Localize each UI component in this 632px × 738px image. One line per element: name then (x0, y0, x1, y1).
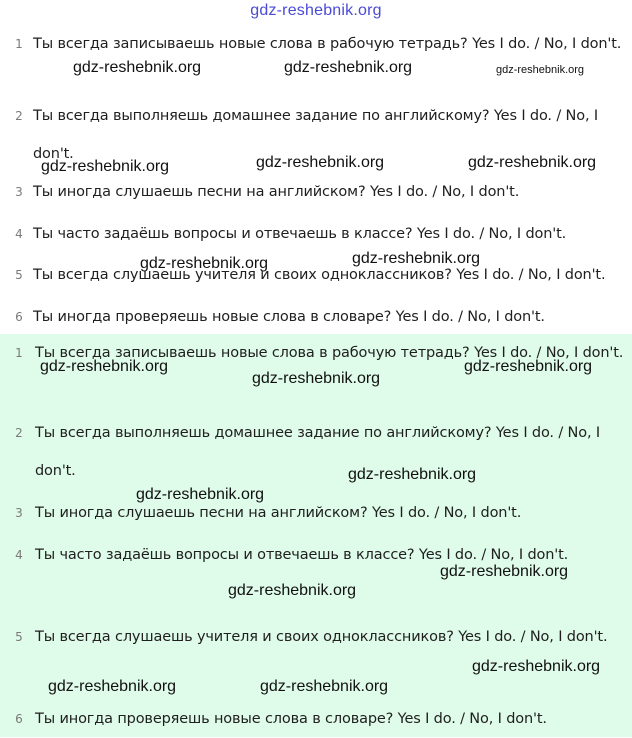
watermark: gdz-reshebnik.org (348, 466, 477, 483)
item-number: 2 (15, 109, 23, 123)
watermark: gdz-reshebnik.org (496, 64, 585, 76)
item-text: Ты всегда выполняешь домашнее задание по английскому? Yes I do. / No, I don't. (33, 108, 598, 162)
header-watermark: gdz-reshebnik.org (250, 2, 382, 19)
item-number: 2 (15, 426, 23, 440)
watermark: gdz-reshebnik.org (440, 563, 569, 580)
watermark: gdz-reshebnik.org (260, 678, 389, 695)
item-number: 6 (15, 712, 23, 726)
watermark: gdz-reshebnik.org (40, 358, 169, 375)
item-text: Ты иногда слушаешь песни на английском? Yes I do. / No, I don't. (33, 184, 520, 200)
item-text: Ты часто задаёшь вопросы и отвечаешь в классе? Yes I do. / No, I don't. (33, 226, 567, 242)
item-text: Ты всегда записываешь новые слова в рабочую тетрадь? Yes I do. / No, I don't. (35, 345, 624, 361)
item-text: Ты часто задаёшь вопросы и отвечаешь в классе? Yes I do. / No, I don't. (35, 547, 569, 563)
item-number: 1 (15, 37, 23, 51)
item-number: 3 (15, 506, 23, 520)
item-number: 3 (15, 185, 23, 199)
watermark: gdz-reshebnik.org (73, 59, 202, 76)
item-text: Ты всегда слушаешь учителя и своих одноклассников? Yes I do. / No, I don't. (33, 267, 606, 283)
answer-section (0, 334, 632, 737)
watermark: gdz-reshebnik.org (352, 250, 481, 267)
watermark: gdz-reshebnik.org (228, 582, 357, 599)
item-text: Ты всегда записываешь новые слова в рабочую тетрадь? Yes I do. / No, I don't. (33, 36, 622, 52)
item-number: 5 (15, 630, 23, 644)
item-number: 5 (15, 268, 23, 282)
watermark: gdz-reshebnik.org (136, 486, 265, 503)
watermark: gdz-reshebnik.org (252, 370, 381, 387)
watermark: gdz-reshebnik.org (140, 255, 269, 272)
watermark: gdz-reshebnik.org (468, 154, 597, 171)
watermark: gdz-reshebnik.org (472, 658, 601, 675)
item-text: Ты иногда слушаешь песни на английском? Yes I do. / No, I don't. (35, 505, 522, 521)
item-text: Ты иногда проверяешь новые слова в словаре? Yes I do. / No, I don't. (33, 309, 545, 325)
item-text: Ты иногда проверяешь новые слова в словаре? Yes I do. / No, I don't. (35, 711, 547, 727)
watermark: gdz-reshebnik.org (41, 158, 170, 175)
item-text: Ты всегда слушаешь учителя и своих одноклассников? Yes I do. / No, I don't. (35, 629, 608, 645)
item-text: Ты всегда выполняешь домашнее задание по английскому? Yes I do. / No, I don't. (35, 425, 600, 479)
item-number: 1 (15, 346, 23, 360)
item-number: 6 (15, 310, 23, 324)
watermark: gdz-reshebnik.org (256, 154, 385, 171)
watermark: gdz-reshebnik.org (464, 358, 593, 375)
item-number: 4 (15, 548, 23, 562)
item-number: 4 (15, 227, 23, 241)
watermark: gdz-reshebnik.org (284, 59, 413, 76)
watermark: gdz-reshebnik.org (48, 678, 177, 695)
